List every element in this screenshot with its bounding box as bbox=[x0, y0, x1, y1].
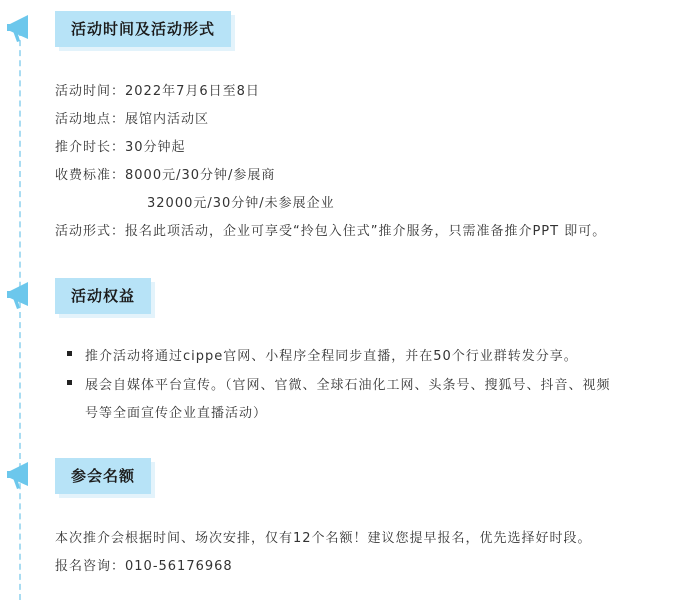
info-line: 收费标准：8000元/30分钟/参展商 bbox=[55, 168, 276, 183]
info-line: 活动地点：展馆内活动区 bbox=[55, 112, 210, 127]
info-line: 活动时间：2022年7月6日至8日 bbox=[55, 84, 260, 99]
list-item: 推介活动将通过cippe官网、小程序全程同步直播，并在50个行业群转发分享。 bbox=[85, 349, 578, 364]
bullet-icon bbox=[67, 380, 72, 385]
list-item-continued: 号等全面宣传企业直播活动） bbox=[85, 406, 268, 421]
info-line: 推介时长：30分钟起 bbox=[55, 140, 186, 155]
section-title: 活动权益 bbox=[55, 278, 151, 314]
section-title: 参会名额 bbox=[55, 458, 151, 494]
bullet-icon bbox=[67, 351, 72, 356]
section-title: 活动时间及活动形式 bbox=[55, 11, 231, 47]
info-line: 活动形式：报名此项活动，企业可享受“拎包入住式”推介服务，只需准备推介PPT 即可。 bbox=[55, 224, 607, 239]
info-line: 32000元/30分钟/未参展企业 bbox=[147, 196, 335, 211]
info-line: 本次推介会根据时间、场次安排，仅有12个名额！建议您提早报名，优先选择好时段。 bbox=[55, 531, 592, 546]
contact-line: 报名咨询：010-56176968 bbox=[55, 559, 233, 574]
megaphone-icon bbox=[6, 459, 36, 493]
megaphone-icon bbox=[6, 279, 36, 313]
timeline-line bbox=[19, 30, 21, 600]
list-item: 展会自媒体平台宣传。（官网、官微、全球石油化工网、头条号、搜狐号、抖音、视频 bbox=[85, 378, 611, 393]
megaphone-icon bbox=[6, 12, 36, 46]
